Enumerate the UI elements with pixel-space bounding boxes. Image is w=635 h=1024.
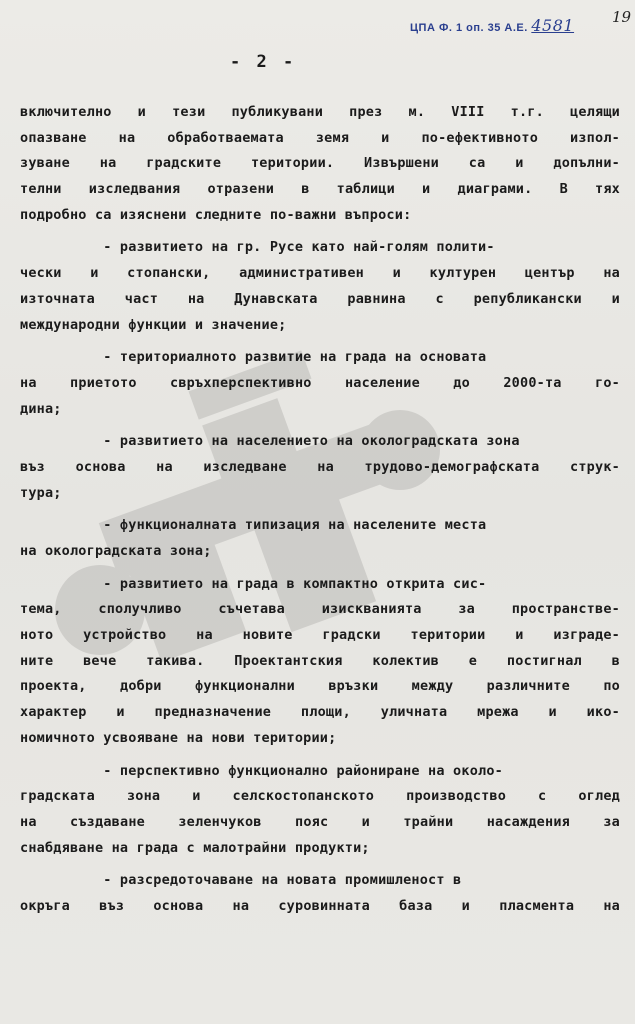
text-line: ното устройство на новите градски територии и изграде- <box>20 627 620 644</box>
text-line: - перспективно функционално райониране на около- <box>20 762 504 779</box>
text-line: източната част на Дунавската равнина с републикански и <box>20 290 620 307</box>
archive-stamp-number: 4581 <box>531 16 575 35</box>
text-line: окръга въз основа на суровинната база и пласмента на <box>20 897 620 914</box>
text-line: снабдяване на града с малотрайни продукти; <box>20 839 370 856</box>
text-line: включително и тези публикувани през м. VIII т.г. целящи <box>20 104 620 120</box>
text-line: проекта, добри функционални връзки между различните по <box>20 678 620 695</box>
text-line: номичното усвояване на нови територии; <box>20 729 337 746</box>
body-text <box>20 100 620 920</box>
paragraph-gap <box>20 338 620 345</box>
text-line: характер и предназначение площи, уличната мрежа и ико- <box>20 704 620 721</box>
text-line: - териториалното развитие на града на основата <box>20 349 487 366</box>
text-line: ните вече такива. Проектантския колектив е постигнал в <box>20 652 620 669</box>
paragraph-gap <box>20 752 620 759</box>
text-line: дина; <box>20 400 62 417</box>
paragraph-gap <box>20 565 620 572</box>
text-line: градската зона и селскостопанското производство с оглед <box>20 788 620 805</box>
text-line: зуване на градските територии. Извършени са и допълни- <box>20 155 620 172</box>
archive-stamp <box>410 16 574 35</box>
paragraph-gap <box>20 228 620 235</box>
sheet-number: 19 <box>612 8 632 26</box>
text-line: - развитието на гр. Русе като най-голям полити- <box>20 239 495 256</box>
text-line: опазване на обработваемата земя и по-ефективното изпол- <box>20 129 620 146</box>
page-number: - 2 - <box>230 52 297 72</box>
text-line: въз основа на изследване на трудово-демографската струк- <box>20 458 620 475</box>
text-line: международни функции и значение; <box>20 316 287 333</box>
text-line: телни изследвания отразени в таблици и диаграми. В тях <box>20 181 620 198</box>
text-line: - развитието на града в компактно открита сис- <box>20 575 487 592</box>
text-line: на създаване зеленчуков пояс и трайни насаждения за <box>20 813 620 830</box>
text-line: - функционалната типизация на населените места <box>20 517 487 534</box>
paragraph-gap <box>20 861 620 868</box>
text-line: подробно са изяснени следните по-важни въпроси: <box>20 206 412 223</box>
text-line: на околоградската зона; <box>20 543 212 559</box>
text-line: тура; <box>20 484 62 501</box>
text-line: - разсредоточаване на новата промишленост в <box>20 872 462 889</box>
paragraph-gap <box>20 422 620 429</box>
text-line: на приетото свръхперспективно население до 2000-та го- <box>20 374 620 391</box>
paragraph-gap <box>20 506 620 513</box>
text-line: тема, сполучливо съчетава изискванията за пространстве- <box>20 601 620 618</box>
archive-stamp-label: ЦПА Ф. 1 оп. 35 А.Е. <box>410 22 528 34</box>
text-line: - развитието на населението на околоградската зона <box>20 433 520 450</box>
text-line: чески и стопански, административен и културен център на <box>20 265 620 282</box>
